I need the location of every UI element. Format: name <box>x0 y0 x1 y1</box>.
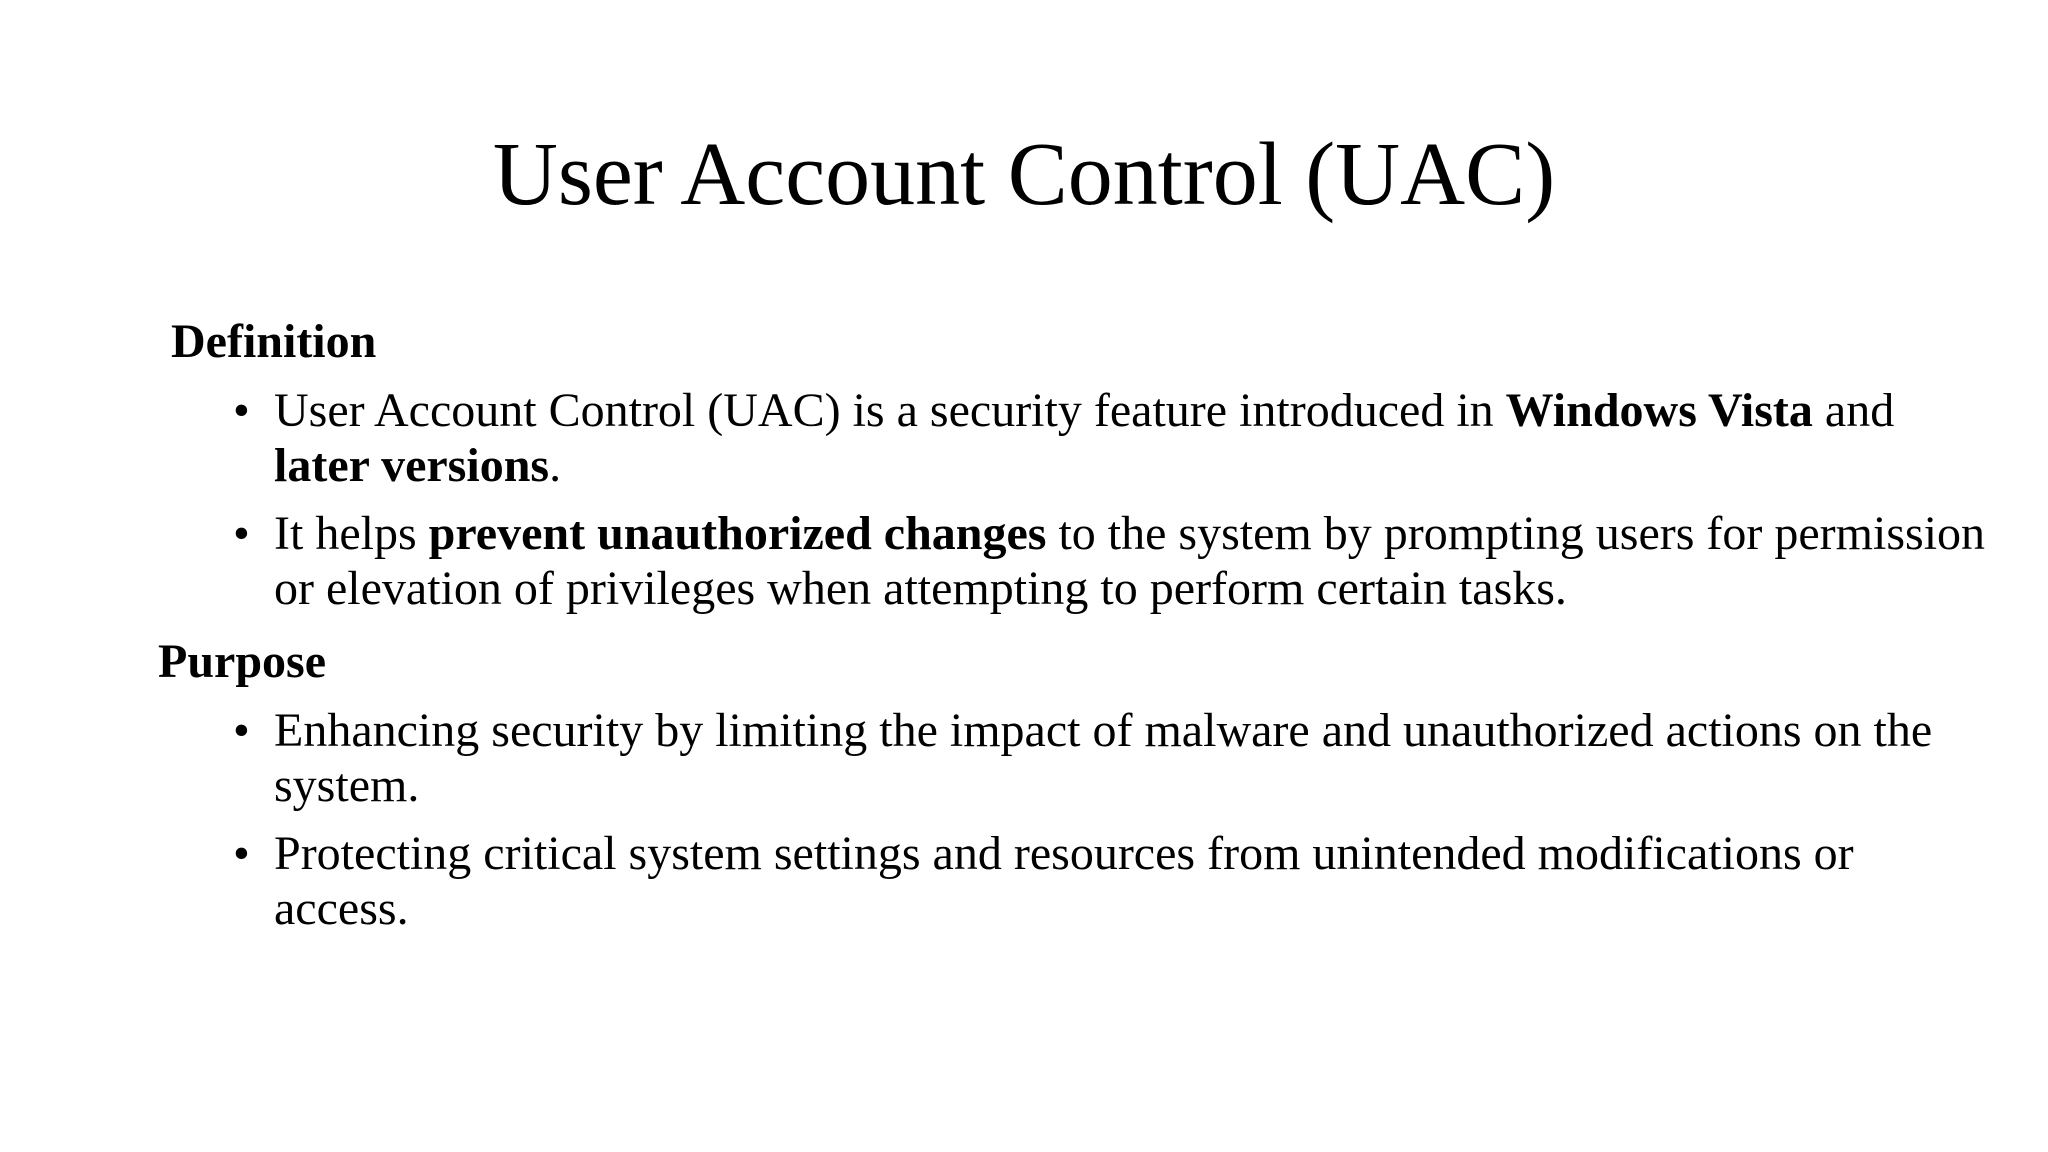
text-run: . <box>549 439 562 492</box>
bullet-icon: • <box>233 384 250 437</box>
bullet-icon: • <box>233 827 250 880</box>
bold-text-run: Windows Vista <box>1505 384 1813 437</box>
bullet-icon: • <box>233 507 250 560</box>
text-run: It helps <box>274 507 429 560</box>
purpose-heading: Purpose <box>158 635 326 688</box>
definition-heading: Definition <box>171 315 377 368</box>
bullet-text <box>274 827 1854 935</box>
definition-bullet-1 <box>0 383 2048 493</box>
bullet-text <box>274 507 1985 615</box>
purpose-bullet-2 <box>0 826 2048 936</box>
text-run: to the system by prompting users for permission or elevation of privileges when attempting to perform certain tasks. <box>274 507 1986 615</box>
bold-text-run: later versions <box>274 439 550 492</box>
purpose-bullet-list <box>0 703 2048 949</box>
purpose-bullet-1 <box>0 703 2048 813</box>
definition-bullet-2 <box>0 506 2048 616</box>
bullet-icon: • <box>233 704 250 757</box>
text-run: and <box>1812 384 1895 437</box>
slide-title: User Account Control (UAC) <box>492 125 1556 224</box>
definition-bullet-list <box>0 383 2048 629</box>
bullet-text <box>274 384 1894 492</box>
text-run: Protecting critical system settings and resources from unintended modifications or access. <box>274 827 1854 935</box>
text-run: Enhancing security by limiting the impact of malware and unauthorized actions on the system. <box>274 704 1933 812</box>
bullet-text <box>274 704 1932 812</box>
text-run: User Account Control (UAC) is a security feature introduced in <box>274 384 1506 437</box>
bold-text-run: prevent unauthorized changes <box>428 507 1047 560</box>
